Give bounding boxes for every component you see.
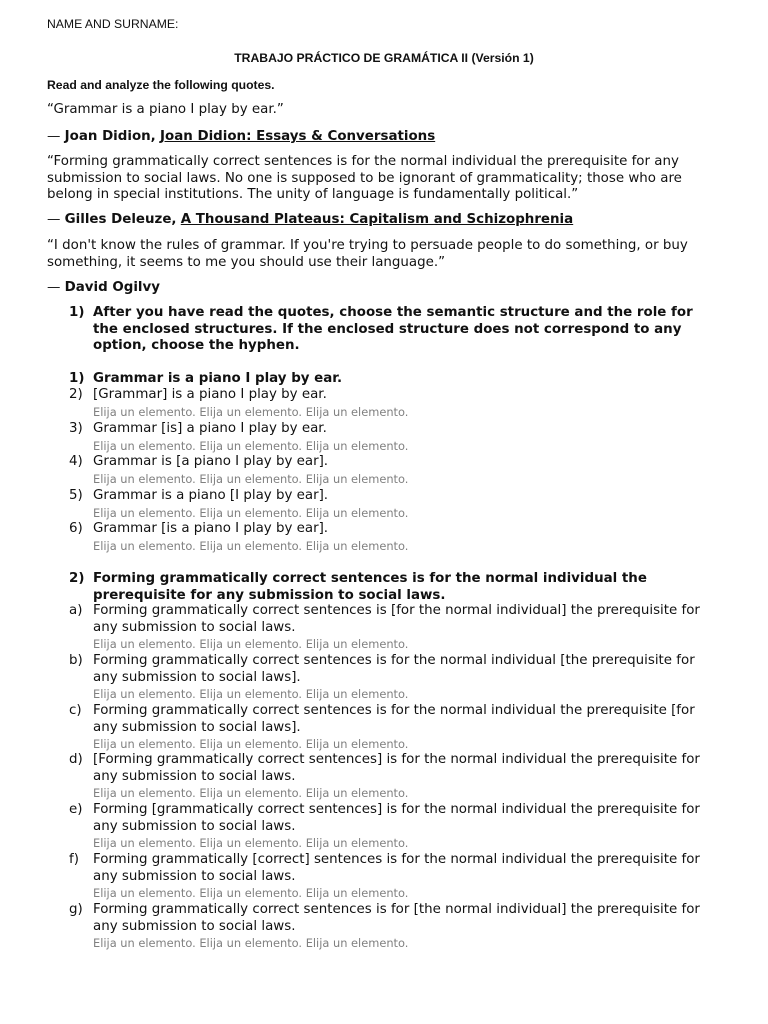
dropdown-role[interactable]: Elija un elemento.: [199, 405, 303, 419]
dropdown-option[interactable]: Elija un elemento.: [305, 539, 409, 553]
dropdown-semantic-structure[interactable]: Elija un elemento.: [93, 786, 196, 800]
item-marker: f): [69, 852, 79, 867]
item-marker: g): [69, 902, 83, 917]
item-marker: e): [69, 802, 83, 817]
dropdown-semantic-structure[interactable]: Elija un elemento.: [93, 737, 196, 751]
item-marker: a): [69, 603, 83, 618]
quote-author: Joan Didion,: [64, 129, 156, 144]
dropdown-role[interactable]: Elija un elemento.: [199, 936, 303, 950]
placeholder-row: [93, 936, 408, 950]
dropdown-role[interactable]: Elija un elemento.: [199, 439, 303, 453]
dropdown-option[interactable]: Elija un elemento.: [305, 836, 409, 850]
dropdown-option[interactable]: Elija un elemento.: [305, 786, 409, 800]
section-heading: Forming grammatically correct sentences is for the normal individual the prerequisite for any submission to social laws.: [93, 571, 647, 603]
dropdown-semantic-structure[interactable]: Elija un elemento.: [93, 539, 196, 553]
placeholder-row: [93, 405, 408, 419]
dropdown-role[interactable]: Elija un elemento.: [199, 737, 303, 751]
item-text: Forming grammatically correct sentences is for the normal individual the prerequisite [for any submission to social laws].: [93, 703, 695, 735]
dropdown-option[interactable]: Elija un elemento.: [305, 687, 409, 701]
item-text: Grammar is [a piano I play by ear].: [93, 454, 329, 469]
item-marker: 6): [69, 521, 83, 536]
attribution-dash: —: [47, 212, 65, 227]
placeholder-row: [93, 637, 408, 651]
item-text: Forming grammatically [correct] sentences is for the normal individual the prerequisite for any submission to social laws.: [93, 852, 700, 884]
dropdown-role[interactable]: Elija un elemento.: [199, 539, 303, 553]
dropdown-semantic-structure[interactable]: Elija un elemento.: [93, 836, 196, 850]
dropdown-option[interactable]: Elija un elemento.: [305, 936, 409, 950]
quote-attribution: [47, 129, 435, 144]
dropdown-role[interactable]: Elija un elemento.: [199, 786, 303, 800]
name-label: NAME AND SURNAME:: [47, 17, 179, 31]
dropdown-semantic-structure[interactable]: Elija un elemento.: [93, 687, 196, 701]
item-text: [Grammar] is a piano I play by ear.: [93, 387, 327, 402]
placeholder-row: [93, 472, 408, 486]
item-text: Grammar [is a piano I play by ear].: [93, 521, 329, 536]
item-text: Forming grammatically correct sentences is for [the normal individual] the prerequisite for any submission to social laws.: [93, 902, 700, 934]
dropdown-option[interactable]: Elija un elemento.: [305, 439, 409, 453]
quote-attribution: [47, 280, 160, 295]
dropdown-semantic-structure[interactable]: Elija un elemento.: [93, 886, 196, 900]
placeholder-row: [93, 737, 408, 751]
section-number: 1): [69, 371, 85, 386]
dropdown-option[interactable]: Elija un elemento.: [305, 637, 409, 651]
item-marker: b): [69, 653, 83, 668]
item-marker: 5): [69, 488, 83, 503]
attribution-dash: —: [47, 129, 65, 144]
placeholder-row: [93, 886, 408, 900]
dropdown-semantic-structure[interactable]: Elija un elemento.: [93, 506, 196, 520]
page-title: TRABAJO PRÁCTICO DE GRAMÁTICA II (Versión 1): [234, 51, 534, 65]
dropdown-semantic-structure[interactable]: Elija un elemento.: [93, 936, 196, 950]
item-marker: 4): [69, 454, 83, 469]
dropdown-option[interactable]: Elija un elemento.: [305, 886, 409, 900]
dropdown-role[interactable]: Elija un elemento.: [199, 886, 303, 900]
item-marker: d): [69, 752, 83, 767]
dropdown-semantic-structure[interactable]: Elija un elemento.: [93, 405, 196, 419]
item-text: Forming [grammatically correct sentences] is for the normal individual the prerequisite for any submission to social laws.: [93, 802, 700, 834]
dropdown-option[interactable]: Elija un elemento.: [305, 472, 409, 486]
dropdown-role[interactable]: Elija un elemento.: [199, 687, 303, 701]
instruction: Read and analyze the following quotes.: [47, 78, 275, 92]
dropdown-semantic-structure[interactable]: Elija un elemento.: [93, 637, 196, 651]
dropdown-semantic-structure[interactable]: Elija un elemento.: [93, 472, 196, 486]
dropdown-role[interactable]: Elija un elemento.: [199, 836, 303, 850]
quote-text: “Forming grammatically correct sentences is for the normal individual the prerequisite for any submission to social laws. No one is supposed to be ignorant of grammaticality; those who are belong in special institutions. The unity of language is fundamentally political.”: [47, 154, 682, 202]
quote-text: “I don't know the rules of grammar. If you're trying to persuade people to do something, or buy something, it seems to me you should use their language.”: [47, 238, 688, 270]
section-number: 2): [69, 571, 85, 586]
dropdown-role[interactable]: Elija un elemento.: [199, 472, 303, 486]
section-heading: Grammar is a piano I play by ear.: [93, 371, 343, 386]
dropdown-role[interactable]: Elija un elemento.: [199, 637, 303, 651]
placeholder-row: [93, 836, 408, 850]
item-marker: 2): [69, 387, 83, 402]
task-instruction: After you have read the quotes, choose the semantic structure and the role for the enclosed structures. If the enclosed structure does not correspond to any option, choose the hyphen.: [93, 305, 693, 353]
dropdown-option[interactable]: Elija un elemento.: [305, 506, 409, 520]
item-marker: c): [69, 703, 82, 718]
item-text: Forming grammatically correct sentences is [for the normal individual] the prerequisite for any submission to social laws.: [93, 603, 700, 635]
item-text: [Forming grammatically correct sentences] is for the normal individual the prerequisite for any submission to social laws.: [93, 752, 700, 784]
quote-author: Gilles Deleuze,: [64, 212, 177, 227]
item-text: Grammar [is] a piano I play by ear.: [93, 421, 327, 436]
item-marker: 3): [69, 421, 83, 436]
attribution-dash: —: [47, 280, 65, 295]
placeholder-row: [93, 439, 408, 453]
dropdown-option[interactable]: Elija un elemento.: [305, 737, 409, 751]
quote-source-link[interactable]: Joan Didion: Essays & Conversations: [160, 129, 436, 144]
item-text: Grammar is a piano [I play by ear].: [93, 488, 329, 503]
placeholder-row: [93, 687, 408, 701]
placeholder-row: [93, 506, 408, 520]
placeholder-row: [93, 539, 408, 553]
quote-author: David Ogilvy: [64, 280, 160, 295]
quote-attribution: [47, 212, 573, 227]
quote-source-link[interactable]: A Thousand Plateaus: Capitalism and Schizophrenia: [180, 212, 574, 227]
dropdown-option[interactable]: Elija un elemento.: [305, 405, 409, 419]
placeholder-row: [93, 786, 408, 800]
task-number: 1): [69, 305, 85, 320]
item-text: Forming grammatically correct sentences is for the normal individual [the prerequisite for any submission to social laws].: [93, 653, 695, 685]
dropdown-role[interactable]: Elija un elemento.: [199, 506, 303, 520]
quote-text: “Grammar is a piano I play by ear.”: [47, 102, 284, 117]
dropdown-semantic-structure[interactable]: Elija un elemento.: [93, 439, 196, 453]
